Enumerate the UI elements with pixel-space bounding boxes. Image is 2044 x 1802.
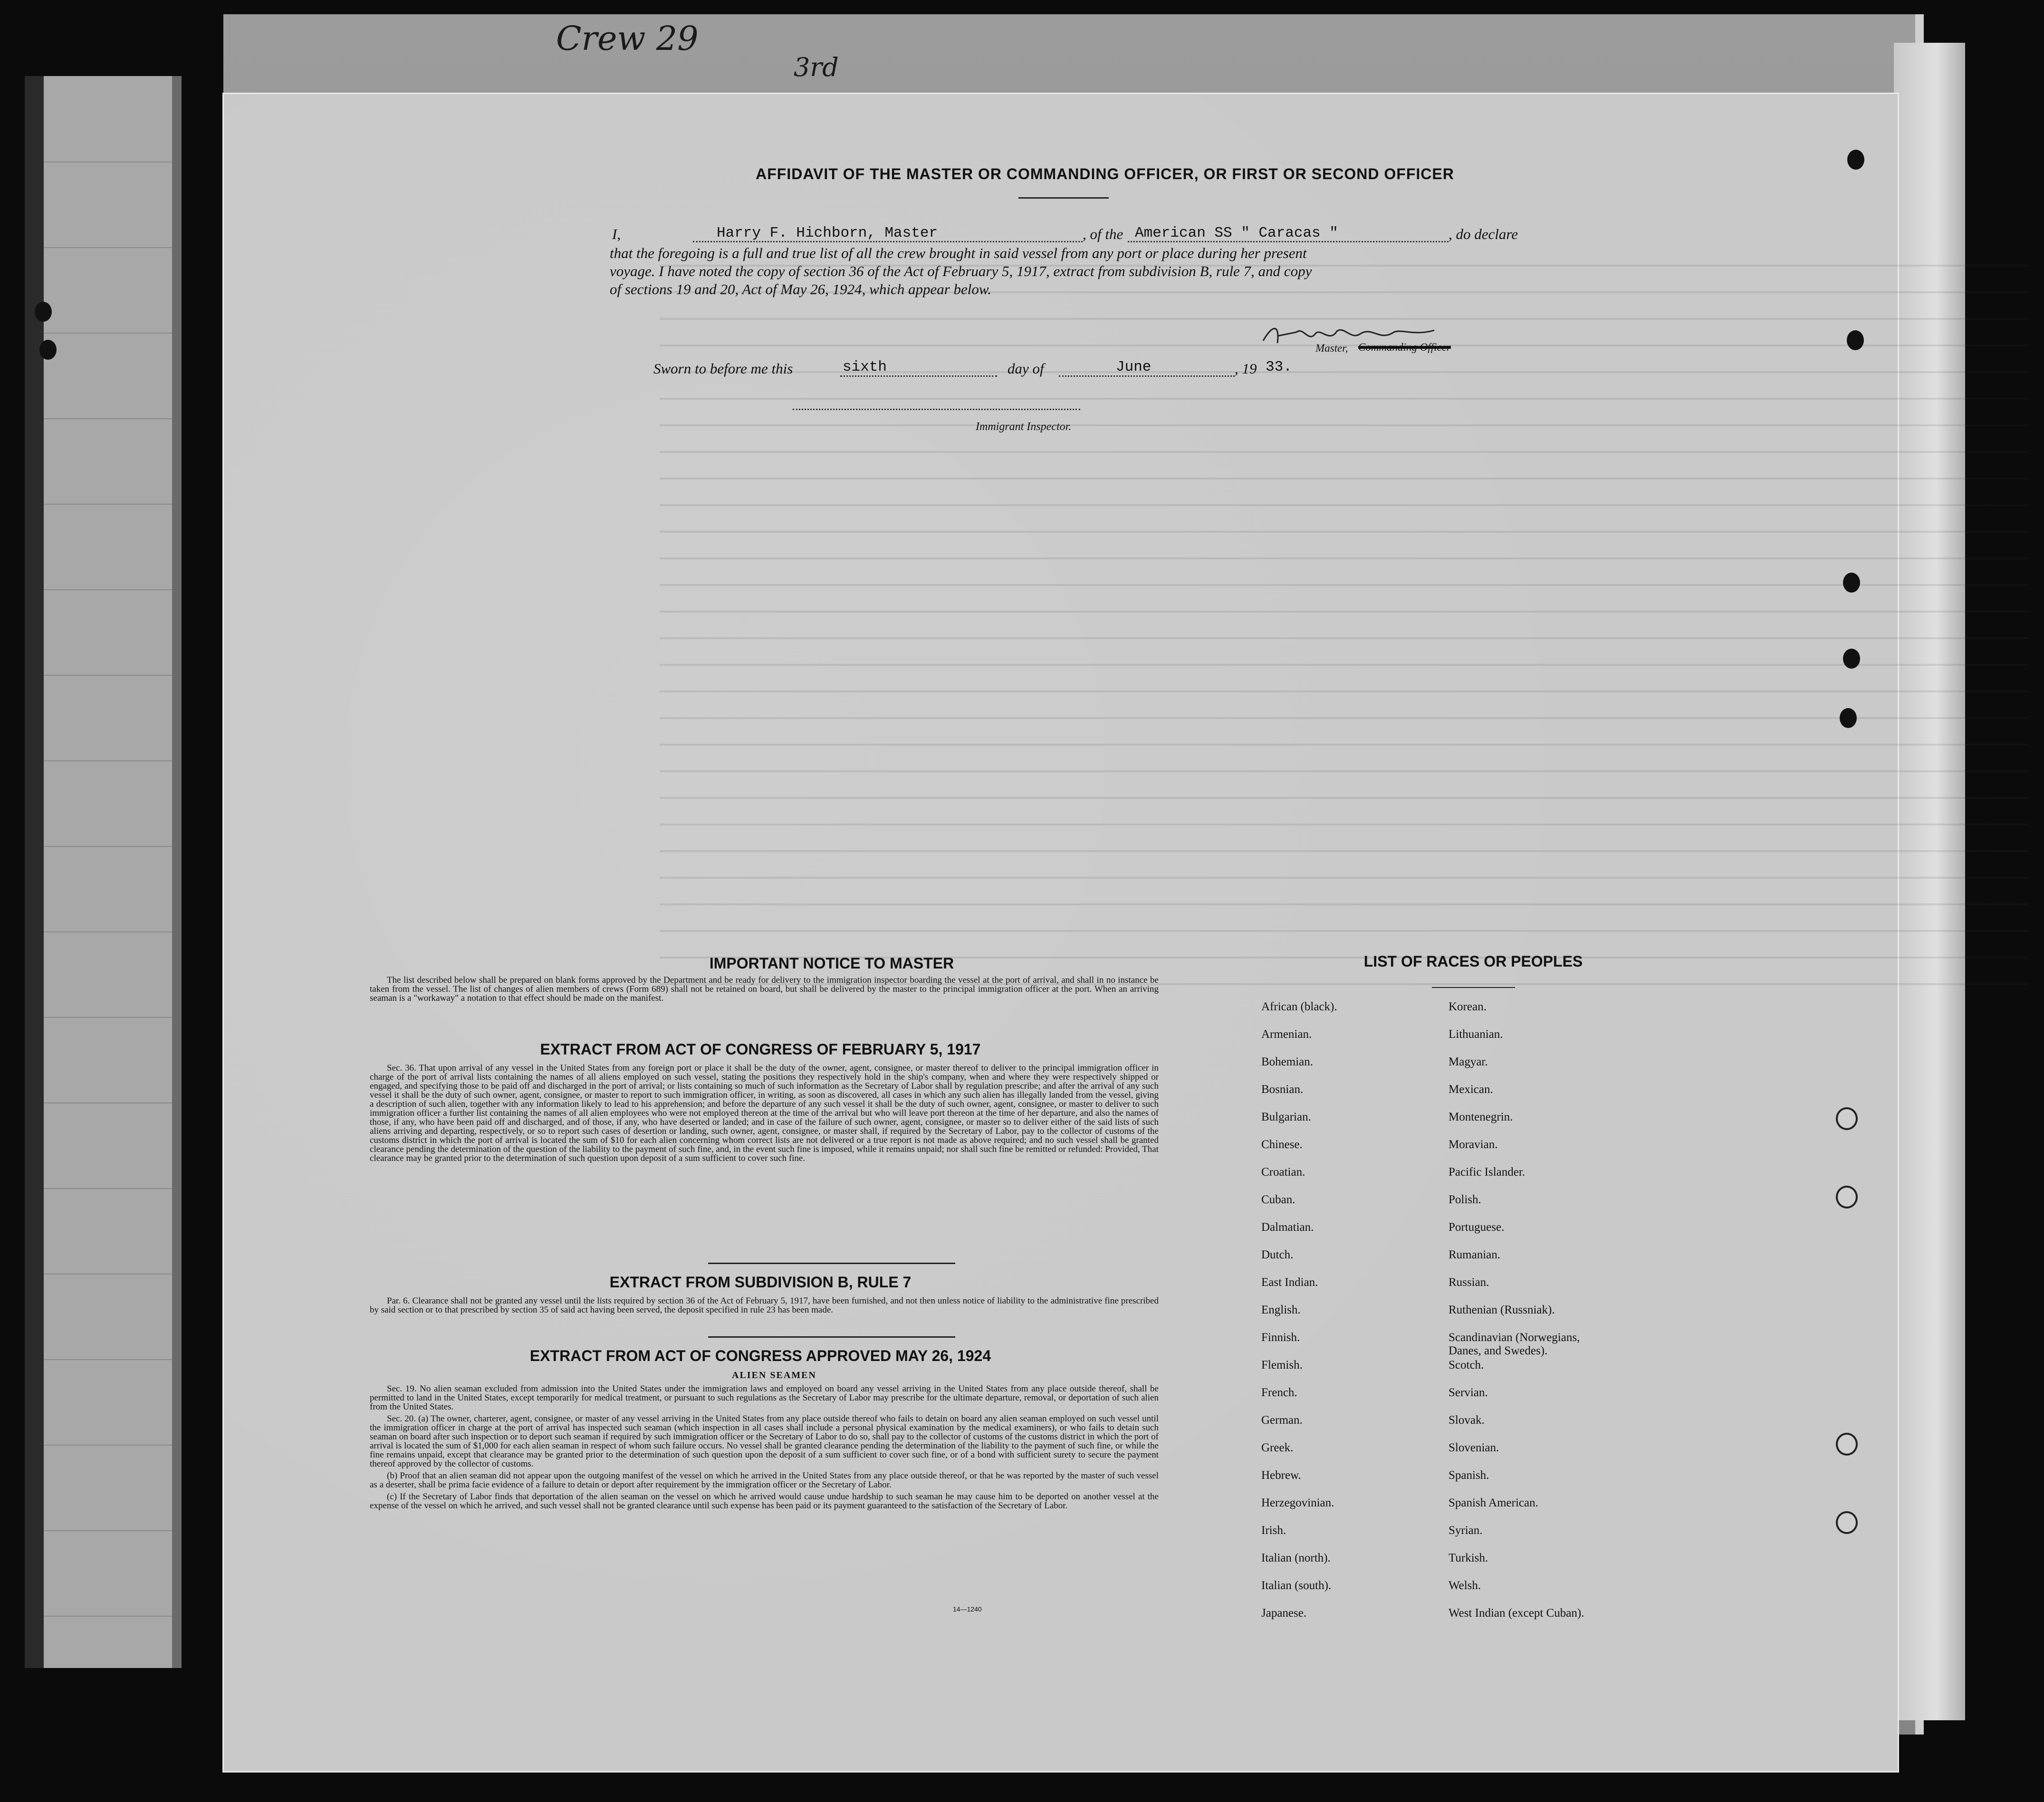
rule-7-text	[370, 1296, 1159, 1317]
races-title: LIST OF RACES OR PEOPLES	[1363, 953, 1583, 970]
punch-hole	[1840, 708, 1857, 728]
race-item: Italian (south).	[1261, 1579, 1332, 1592]
document-sheet	[222, 93, 1899, 1773]
inspector-label: Immigrant Inspector.	[976, 421, 1072, 433]
race-item: Russian.	[1449, 1276, 1489, 1289]
year-prefix: , 19	[1235, 360, 1257, 377]
section-divider	[708, 1336, 955, 1338]
race-item: Croatian.	[1261, 1166, 1305, 1179]
inspector-signature-line	[793, 409, 1080, 410]
handwritten-mark: 3rd	[794, 52, 839, 82]
race-item: Montenegrin.	[1449, 1111, 1513, 1123]
sworn-day: sixth	[843, 359, 887, 375]
signature-title: Master,	[1315, 342, 1348, 354]
sworn-month-line	[1059, 375, 1235, 377]
affidavit-pronoun: I,	[612, 226, 621, 242]
section-36-paragraph: Sec. 36. That upon arrival of any vessel in the United States from any foreign port or place it shall be the duty of the owner, agent, consignee, or master thereof to deliver to the principal immigration officer in charge of the port of arrival lists containing the names of all aliens employed on such vessel, stating the positions they respectively hold in the ship's company, when and where they were respectively shipped or engaged, and specifying those to be paid off and discharged in the port of arrival; or lists containing so much of such information as the Secretary of Labor shall by regulation prescribe; and after the arrival of any such vessel it shall be the duty of such owner, agent, consignee, or master to report to such immigration officer, in writing, as soon as discovered, all cases in which any such alien has illegally landed from the vessel, giving a description of such alien, together with any information likely to lead to his apprehension; and before the departure of any such vessel it shall be the duty of such owner, agent, consignee, or master to deliver to such immigration officer a further list containing the names of all alien employees who were not employed thereon at the time of the arrival but who will leave port thereon at the time of her departure, and also the names of those, if any, who have been paid off and discharged, and of those, if any, who have deserted or landed; and in case of the failure of such owner, agent, consignee, or master so to deliver either of the said lists of such aliens arriving and departing, respectively, or so to report such cases of desertion or landing, such owner, agent, consignee, or master shall, if required by the Secretary of Labor, pay to the collector of customs of the customs district in which the port of arrival is located the sum of $10 for each alien concerning whom correct lists are not delivered or a true report is not made as above required; and no such vessel shall be granted clearance pending the determination of the question of the liability to the payment of such fine, and, in the event such fine is imposed, while it remains unpaid; nor shall such fine be remitted or refunded: Provided, That clearance may be granted prior to the determination of such question upon deposit of a sum sufficient to cover such fine.	[370, 1063, 1159, 1163]
sworn-month: June	[1116, 359, 1152, 375]
punch-hole	[1847, 330, 1864, 350]
race-item: German.	[1261, 1414, 1303, 1427]
race-item: Flemish.	[1261, 1359, 1303, 1371]
race-item: Pacific Islander.	[1449, 1166, 1526, 1179]
race-item: Lithuanian.	[1449, 1028, 1503, 1041]
title-divider	[1018, 197, 1109, 199]
day-of-label: day of	[1008, 360, 1044, 377]
notice-text	[370, 976, 1159, 1006]
extract-1917-text	[370, 1064, 1159, 1166]
race-item: Greek.	[1261, 1441, 1294, 1454]
race-item: Polish.	[1449, 1193, 1481, 1206]
races-divider	[1432, 987, 1515, 988]
race-item: Spanish.	[1449, 1469, 1489, 1482]
vessel-line	[1128, 241, 1449, 242]
race-item: Ruthenian (Russniak).	[1449, 1304, 1555, 1316]
race-item: Moravian.	[1449, 1138, 1498, 1151]
race-item: Hebrew.	[1261, 1469, 1301, 1482]
affidavit-line-2: that the foregoing is a full and true list of all the crew brought in said vessel from any port or place during her present	[610, 245, 1307, 261]
race-item: Portuguese.	[1449, 1221, 1505, 1234]
notice-title: IMPORTANT NOTICE TO MASTER	[709, 955, 954, 972]
section-divider	[708, 1263, 955, 1264]
race-item: Spanish American.	[1449, 1496, 1538, 1509]
race-item: Slovak.	[1449, 1414, 1485, 1427]
affidavit-line-4: of sections 19 and 20, Act of May 26, 1924, which appear below.	[610, 281, 992, 297]
race-item: East Indian.	[1261, 1276, 1318, 1289]
struck-title: Commanding Officer	[1358, 341, 1451, 353]
race-item: Bohemian.	[1261, 1055, 1314, 1068]
do-declare-label: , do declare	[1449, 226, 1518, 242]
race-item: Dalmatian.	[1261, 1221, 1314, 1234]
affidavit-line-3: voyage. I have noted the copy of section 36 of the Act of February 5, 1917, extract from subdivision B, rule 7, and copy	[610, 263, 1312, 279]
punch-hole	[39, 340, 57, 360]
race-item: Dutch.	[1261, 1248, 1294, 1261]
race-item: Chinese.	[1261, 1138, 1303, 1151]
extract-1924-text	[370, 1384, 1159, 1513]
race-item: Servian.	[1449, 1386, 1488, 1399]
race-item: Armenian.	[1261, 1028, 1312, 1041]
race-item: Rumanian.	[1449, 1248, 1501, 1261]
section-20b-paragraph: (b) Proof that an alien seaman did not appear upon the outgoing manifest of the vessel on which he arrived in the United States from any place outside thereof, or that he was reported by the master of such vessel as a deserter, shall be prima facie evidence of a failure to detain or deport after requirement by the immigration officer or the Secretary of Labor.	[370, 1471, 1159, 1490]
race-item: Welsh.	[1449, 1579, 1481, 1592]
race-item: Magyar.	[1449, 1055, 1488, 1068]
race-item: Finnish.	[1261, 1331, 1300, 1344]
alien-seamen-subtitle: ALIEN SEAMEN	[732, 1370, 816, 1380]
section-20c-paragraph: (c) If the Secretary of Labor finds that deportation of the alien seaman on the vessel on which he arrived would cause undue hardship to such seaman he may cause him to be deported on another vessel at the expense of the vessel on which he arrived, and such vessel shall not be granted clearance until such expense has been paid or its payment guaranteed to the satisfaction of the Secretary of Labor.	[370, 1492, 1159, 1511]
race-item: Bulgarian.	[1261, 1111, 1311, 1123]
race-item: French.	[1261, 1386, 1297, 1399]
race-item: West Indian (except Cuban).	[1449, 1607, 1584, 1620]
rule-7-title: EXTRACT FROM SUBDIVISION B, RULE 7	[609, 1274, 912, 1291]
punch-hole	[1847, 150, 1864, 170]
race-item: Bosnian.	[1261, 1083, 1304, 1096]
race-item: Danes, and Swedes).	[1449, 1344, 1548, 1357]
punch-hole	[1836, 1107, 1858, 1130]
vessel-name: American SS " Caracas "	[1135, 225, 1338, 241]
section-19-paragraph: Sec. 19. No alien seaman excluded from admission into the United States under the immigration laws and employed on board any vessel arriving in the United States from any place outside thereof, shall be permitted to land in the United States, except temporarily for medical treatment, or pursuant to such regulations as the Secretary of Labor may prescribe for the ultimate departure, removal, or deportation of such alien from the United States.	[370, 1384, 1159, 1412]
of-the-label: , of the	[1083, 226, 1123, 242]
affidavit-title: AFFIDAVIT OF THE MASTER OR COMMANDING OFFICER, OR FIRST OR SECOND OFFICER	[756, 165, 1454, 182]
handwritten-crew-note: Crew 29	[556, 19, 699, 58]
extract-1924-title: EXTRACT FROM ACT OF CONGRESS APPROVED MAY 26, 1924	[529, 1347, 991, 1364]
race-item: Mexican.	[1449, 1083, 1493, 1096]
rule-7-paragraph: Par. 6. Clearance shall not be granted any vessel until the lists required by section 36 of the Act of February 5, 1917, have been furnished, and not then unless notice of liability to the administrative fine prescribed by said section or to that prescribed by section 35 of said act having been served, the deposit specified in rule 23 has been made.	[370, 1296, 1159, 1315]
race-item: Italian (north).	[1261, 1552, 1331, 1564]
stacked-page-edges	[1894, 43, 1965, 1720]
sworn-prefix: Sworn to before me this	[653, 360, 793, 377]
race-item: English.	[1261, 1304, 1301, 1316]
race-item: Herzegovinian.	[1261, 1496, 1334, 1509]
punch-hole	[1836, 1511, 1858, 1534]
punch-hole	[1836, 1433, 1858, 1456]
punch-hole	[1836, 1186, 1858, 1208]
race-item: Turkish.	[1449, 1552, 1488, 1564]
sworn-day-line	[840, 375, 997, 377]
punch-hole	[1843, 573, 1860, 593]
race-item: Korean.	[1449, 1000, 1487, 1013]
race-item: Slovenian.	[1449, 1441, 1499, 1454]
section-20a-paragraph: Sec. 20. (a) The owner, charterer, agent, consignee, or master of any vessel arriving in the United States from any place outside thereof who fails to detain on board any alien seaman employed on such vessel until the immigration officer in charge at the port of arrival has inspected such seaman (which inspection in all cases shall include a personal physical examination by the medical examiners), or who fails to detain such seaman on board after such inspection or to deport such seaman if required by such immigration officer or the Secretary of Labor to do so, shall pay to the collector of customs of the customs district in which the port of arrival is located the sum of $1,000 for each alien seaman in respect of whom such failure occurs. No vessel shall be granted clearance pending the determination of the liability to the payment of such fine, or while the fine remains unpaid, except that clearance may be granted prior to the determination of such question upon the deposit of a sum sufficient to cover such fine, or of a bond with sufficient surety to secure the payment thereof approved by the collector of customs.	[370, 1414, 1159, 1469]
race-item: Cuban.	[1261, 1193, 1295, 1206]
declarant-line	[693, 241, 1083, 242]
punch-hole	[1843, 649, 1860, 669]
race-item: Syrian.	[1449, 1524, 1483, 1537]
race-item: Scotch.	[1449, 1359, 1484, 1371]
year-suffix: 33.	[1266, 359, 1292, 375]
race-item: Irish.	[1261, 1524, 1286, 1537]
race-item: African (black).	[1261, 1000, 1337, 1013]
form-code: 14—1240	[953, 1605, 982, 1613]
race-item: Scandinavian (Norwegians,	[1449, 1331, 1580, 1344]
notice-paragraph: The list described below shall be prepared on blank forms approved by the Department and be ready for delivery to the immigration inspector boarding the vessel at the port of arrival, and shall in no instance be taken from the vessel. The list of changes of alien members of crews (Form 689) shall not be retained on board, but shall be delivered by the master to the principal immigration officer at the port. When an arriving seaman is a "workaway" a notation to that effect should be made on the manifest.	[370, 975, 1159, 1003]
race-item: Japanese.	[1261, 1607, 1307, 1620]
extract-1917-title: EXTRACT FROM ACT OF CONGRESS OF FEBRUARY 5, 1917	[540, 1041, 981, 1058]
punch-hole	[35, 302, 52, 322]
declarant-name: Harry F. Hichborn, Master	[717, 225, 938, 241]
